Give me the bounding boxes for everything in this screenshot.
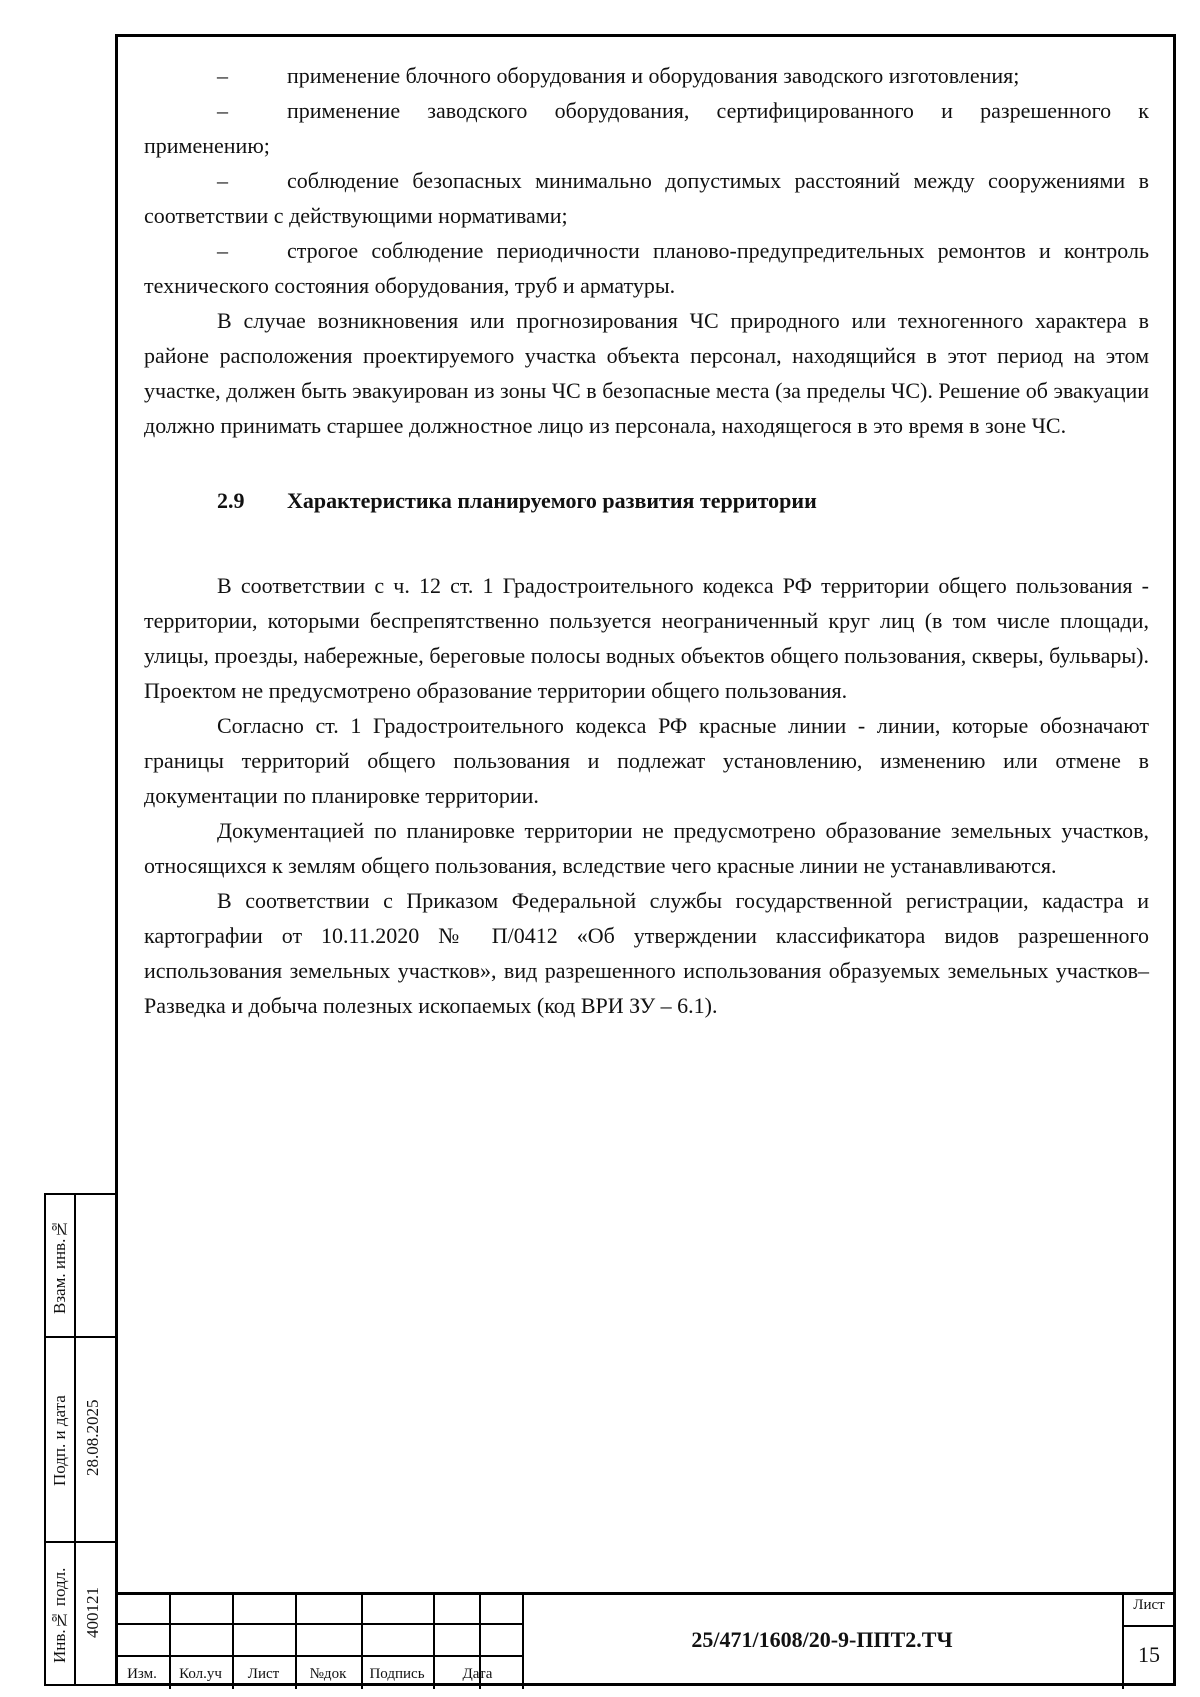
list-item xyxy=(144,93,1149,163)
col-izm: Изм. xyxy=(127,1666,157,1682)
sheet-number: 15 xyxy=(1138,1642,1160,1667)
bullet-dash: – xyxy=(217,63,228,88)
title-block-row-line xyxy=(115,1623,522,1625)
col-data: Дата xyxy=(462,1666,493,1682)
bullet-dash: – xyxy=(217,238,228,263)
list-item xyxy=(144,163,1149,233)
bullet-dash: – xyxy=(217,168,228,193)
document-code: 25/471/1608/20-9-ППТ2.ТЧ xyxy=(691,1627,953,1652)
col-list: Лист xyxy=(247,1666,280,1682)
sheet-label: Лист xyxy=(1133,1597,1165,1613)
col-ndok: №док xyxy=(309,1666,347,1682)
podp-date: 28.08.2025 xyxy=(83,1399,102,1477)
paragraph: В соответствии с Приказом Федеральной службы государственной регистрации, кадастра и картографии от 10.11.2020 № П/0412 «Об утверждении классификатора видов разрешенного использования земельных участков», вид разрешенного использования образуемых земельных участков– Разведка и добыча полезных ископаемых (код ВРИ ЗУ – 6.1). xyxy=(144,888,1149,1018)
side-stamp-podp xyxy=(46,1338,115,1543)
list-item-text: применение блочного оборудования и оборудования заводского изготовления; xyxy=(287,63,1020,88)
podp-label: Подп. и дата xyxy=(50,1395,69,1487)
section-heading xyxy=(144,483,1149,518)
bullet-dash: – xyxy=(217,98,228,123)
list-item xyxy=(144,58,1149,93)
col-podpis: Подпись xyxy=(369,1666,425,1682)
paragraph-evacuation: В случае возникновения или прогнозирования ЧС природного или техногенного характера в районе расположения проектируемого участка объекта персонал, находящийся в этот период на этом участке, должен быть эвакуирован из зоны ЧС в безопасные места (за пределы ЧС). Решение об эвакуации должно принимать старшее должностное лицо из персонала, находящегося в это время в зоне ЧС. xyxy=(144,308,1149,438)
title-block xyxy=(115,1592,1176,1689)
inv-label: Инв.№ подл. xyxy=(50,1567,69,1663)
col-kol-uch: Кол.уч xyxy=(179,1666,222,1682)
paragraph: Согласно ст. 1 Градостроительного кодекса РФ красные линии - линии, которые обозначают границы территорий общего пользования и подлежат установлению, изменению или отмене в документации по планировке территории. xyxy=(144,713,1149,808)
title-block-row-line xyxy=(115,1655,522,1657)
document-body xyxy=(144,58,1149,1023)
list-item xyxy=(144,233,1149,303)
section-title: Характеристика планируемого развития территории xyxy=(287,488,817,513)
paragraph: В соответствии с ч. 12 ст. 1 Градостроительного кодекса РФ территории общего пользования - территории, которыми беспрепятственно пользуется неограниченный круг лиц (в том числе площади, улицы, проезды, набережные, береговые полосы водных объектов общего пользования, скверы, бульвары). Проектом не предусмотрено образование территории общего пользования. xyxy=(144,573,1149,703)
side-stamp-vzam xyxy=(46,1195,115,1338)
inv-number: 400121 xyxy=(83,1587,102,1639)
vzam-label: Взам. инв.№ xyxy=(50,1219,69,1315)
side-stamp-inv xyxy=(46,1543,115,1688)
paragraph: Документацией по планировке территории не предусмотрено образование земельных участков, относящихся к землям общего пользования, вследствие чего красные линии не устанавливаются. xyxy=(144,818,1149,878)
section-number: 2.9 xyxy=(217,488,245,513)
list-item-text: применение заводского оборудования, сертифицированного и разрешенного к применению; xyxy=(144,98,1149,158)
list-item-text: строгое соблюдение периодичности планово-предупредительных ремонтов и контроль технического состояния оборудования, труб и арматуры. xyxy=(144,238,1149,298)
side-stamp xyxy=(44,1193,115,1686)
list-item-text: соблюдение безопасных минимально допустимых расстояний между сооружениями в соответствии с действующими нормативами; xyxy=(144,168,1149,228)
